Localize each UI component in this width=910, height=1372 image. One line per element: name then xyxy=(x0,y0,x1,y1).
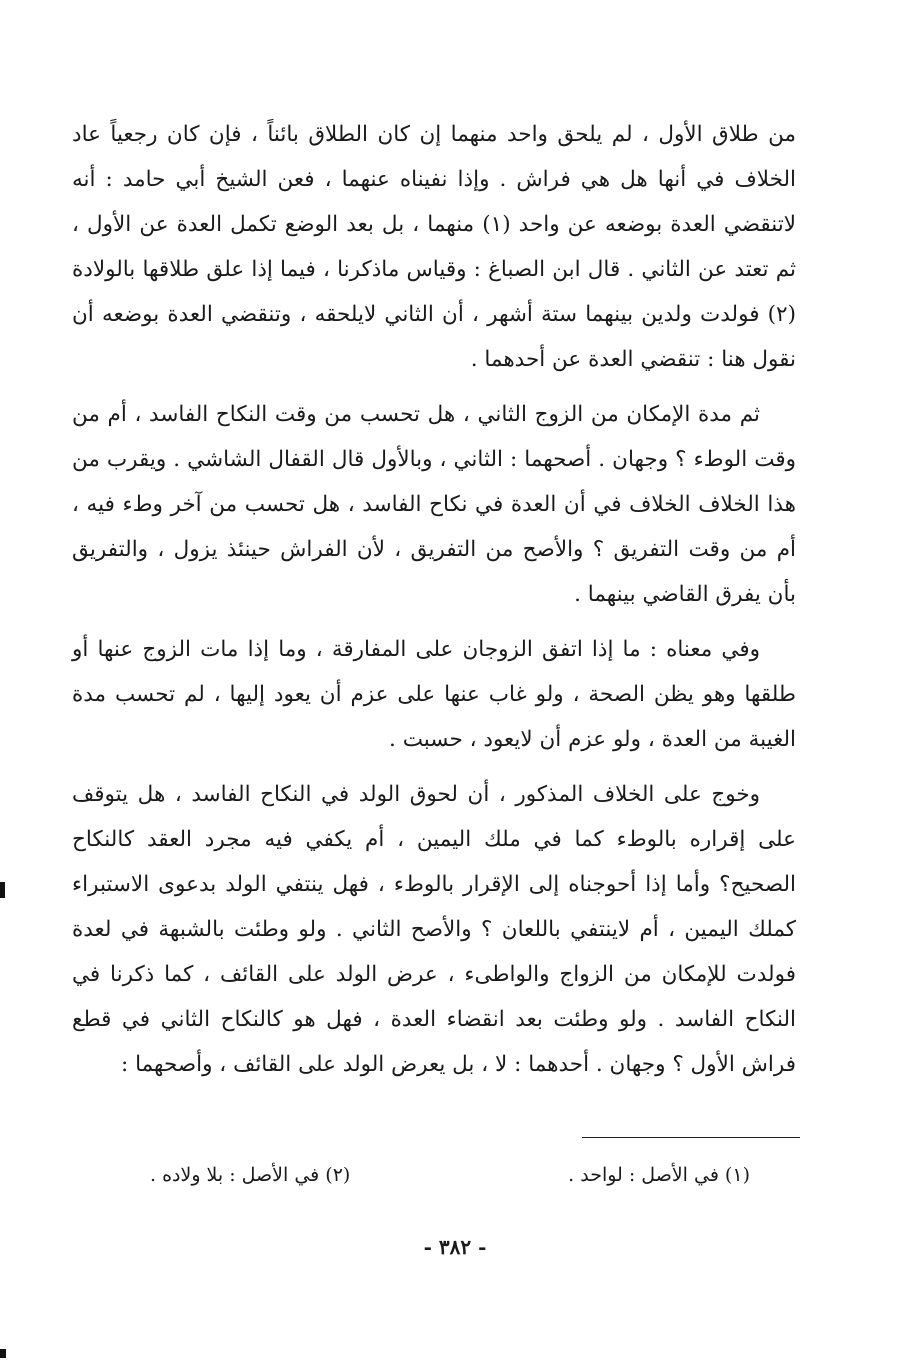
paragraph-1: من طلاق الأول ، لم يلحق واحد منهما إن كان الطلاق بائناً ، فإن كان رجعياً عاد الخلاف في أنها هل هي فراش . وإذا نفيناه عنهما ، فعن الشيخ أبي حامد : أنه لاتنقضي العدة بوضعه عن واحد (١) منهما ، بل بعد الوضع تكمل العدة عن الأول ، ثم تعتد عن الثاني . قال ابن الصباغ : وقياس ماذكرنا ، فيما إذا علق طلاقها بالولادة (٢) فولدت ولدين بينهما ستة أشهر ، أن الثاني لايلحقه ، وتنقضي العدة بوضعه أن نقول هنا : تنقضي العدة عن أحدهما . xyxy=(72,122,796,372)
page-body xyxy=(72,112,796,1087)
footnotes xyxy=(150,1160,750,1190)
paragraph-4: وخوج على الخلاف المذكور ، أن لحوق الولد في النكاح الفاسد ، هل يتوقف على إقراره بالوطء كما في ملك اليمين ، أم يكفي فيه مجرد العقد كالنكاح الصحيح؟ وأما إذا أحوجناه إلى الإقرار بالوطء ، فهل ينتفي الولد بدعوى الاستبراء كملك اليمين ، أم لاينتفي باللعان ؟ والأصح الثاني . ولو وطئت بالشبهة في لعدة فولدت للإمكان من الزواج والواطىء ، عرض الولد على القائف ، كما ذكرنا في النكاح الفاسد . ولو وطئت بعد انقضاء العدة ، فهل هو كالنكاح الثاني في قطع فراش الأول ؟ وجهان . أحدهما : لا ، بل يعرض الولد على القائف ، وأصحهما : xyxy=(72,782,796,1077)
paragraph-3: وفي معناه : ما إذا اتفق الزوجان على المفارقة ، وما إذا مات الزوج عنها أو طلقها وهو يظن الصحة ، ولو غاب عنها على عزم أن يعود إليها ، لم تحسب مدة الغيبة من العدة ، ولو عزم أن لايعود ، حسبت . xyxy=(72,637,796,752)
footnote-separator xyxy=(582,1137,800,1138)
page-number: - ٣٨٢ - xyxy=(423,1235,487,1259)
footnote-1: (١) في الأصل : لواحد . xyxy=(568,1164,750,1186)
footnote-2: (٢) في الأصل : بلا ولاده . xyxy=(150,1164,351,1186)
scan-edge-mark xyxy=(0,882,5,898)
scan-edge-mark xyxy=(0,1349,6,1358)
paragraph-2: ثم مدة الإمكان من الزوج الثاني ، هل تحسب من وقت النكاح الفاسد ، أم من وقت الوطء ؟ وجهان . أصحهما : الثاني ، وبالأول قال القفال الشاشي . ويقرب من هذا الخلاف الخلاف في أن العدة في نكاح الفاسد ، هل تحسب من آخر وطء فيه ، أم من وقت التفريق ؟ والأصح من التفريق ، لأن الفراش حينئذ يزول ، والتفريق بأن يفرق القاضي بينهما . xyxy=(72,402,796,607)
